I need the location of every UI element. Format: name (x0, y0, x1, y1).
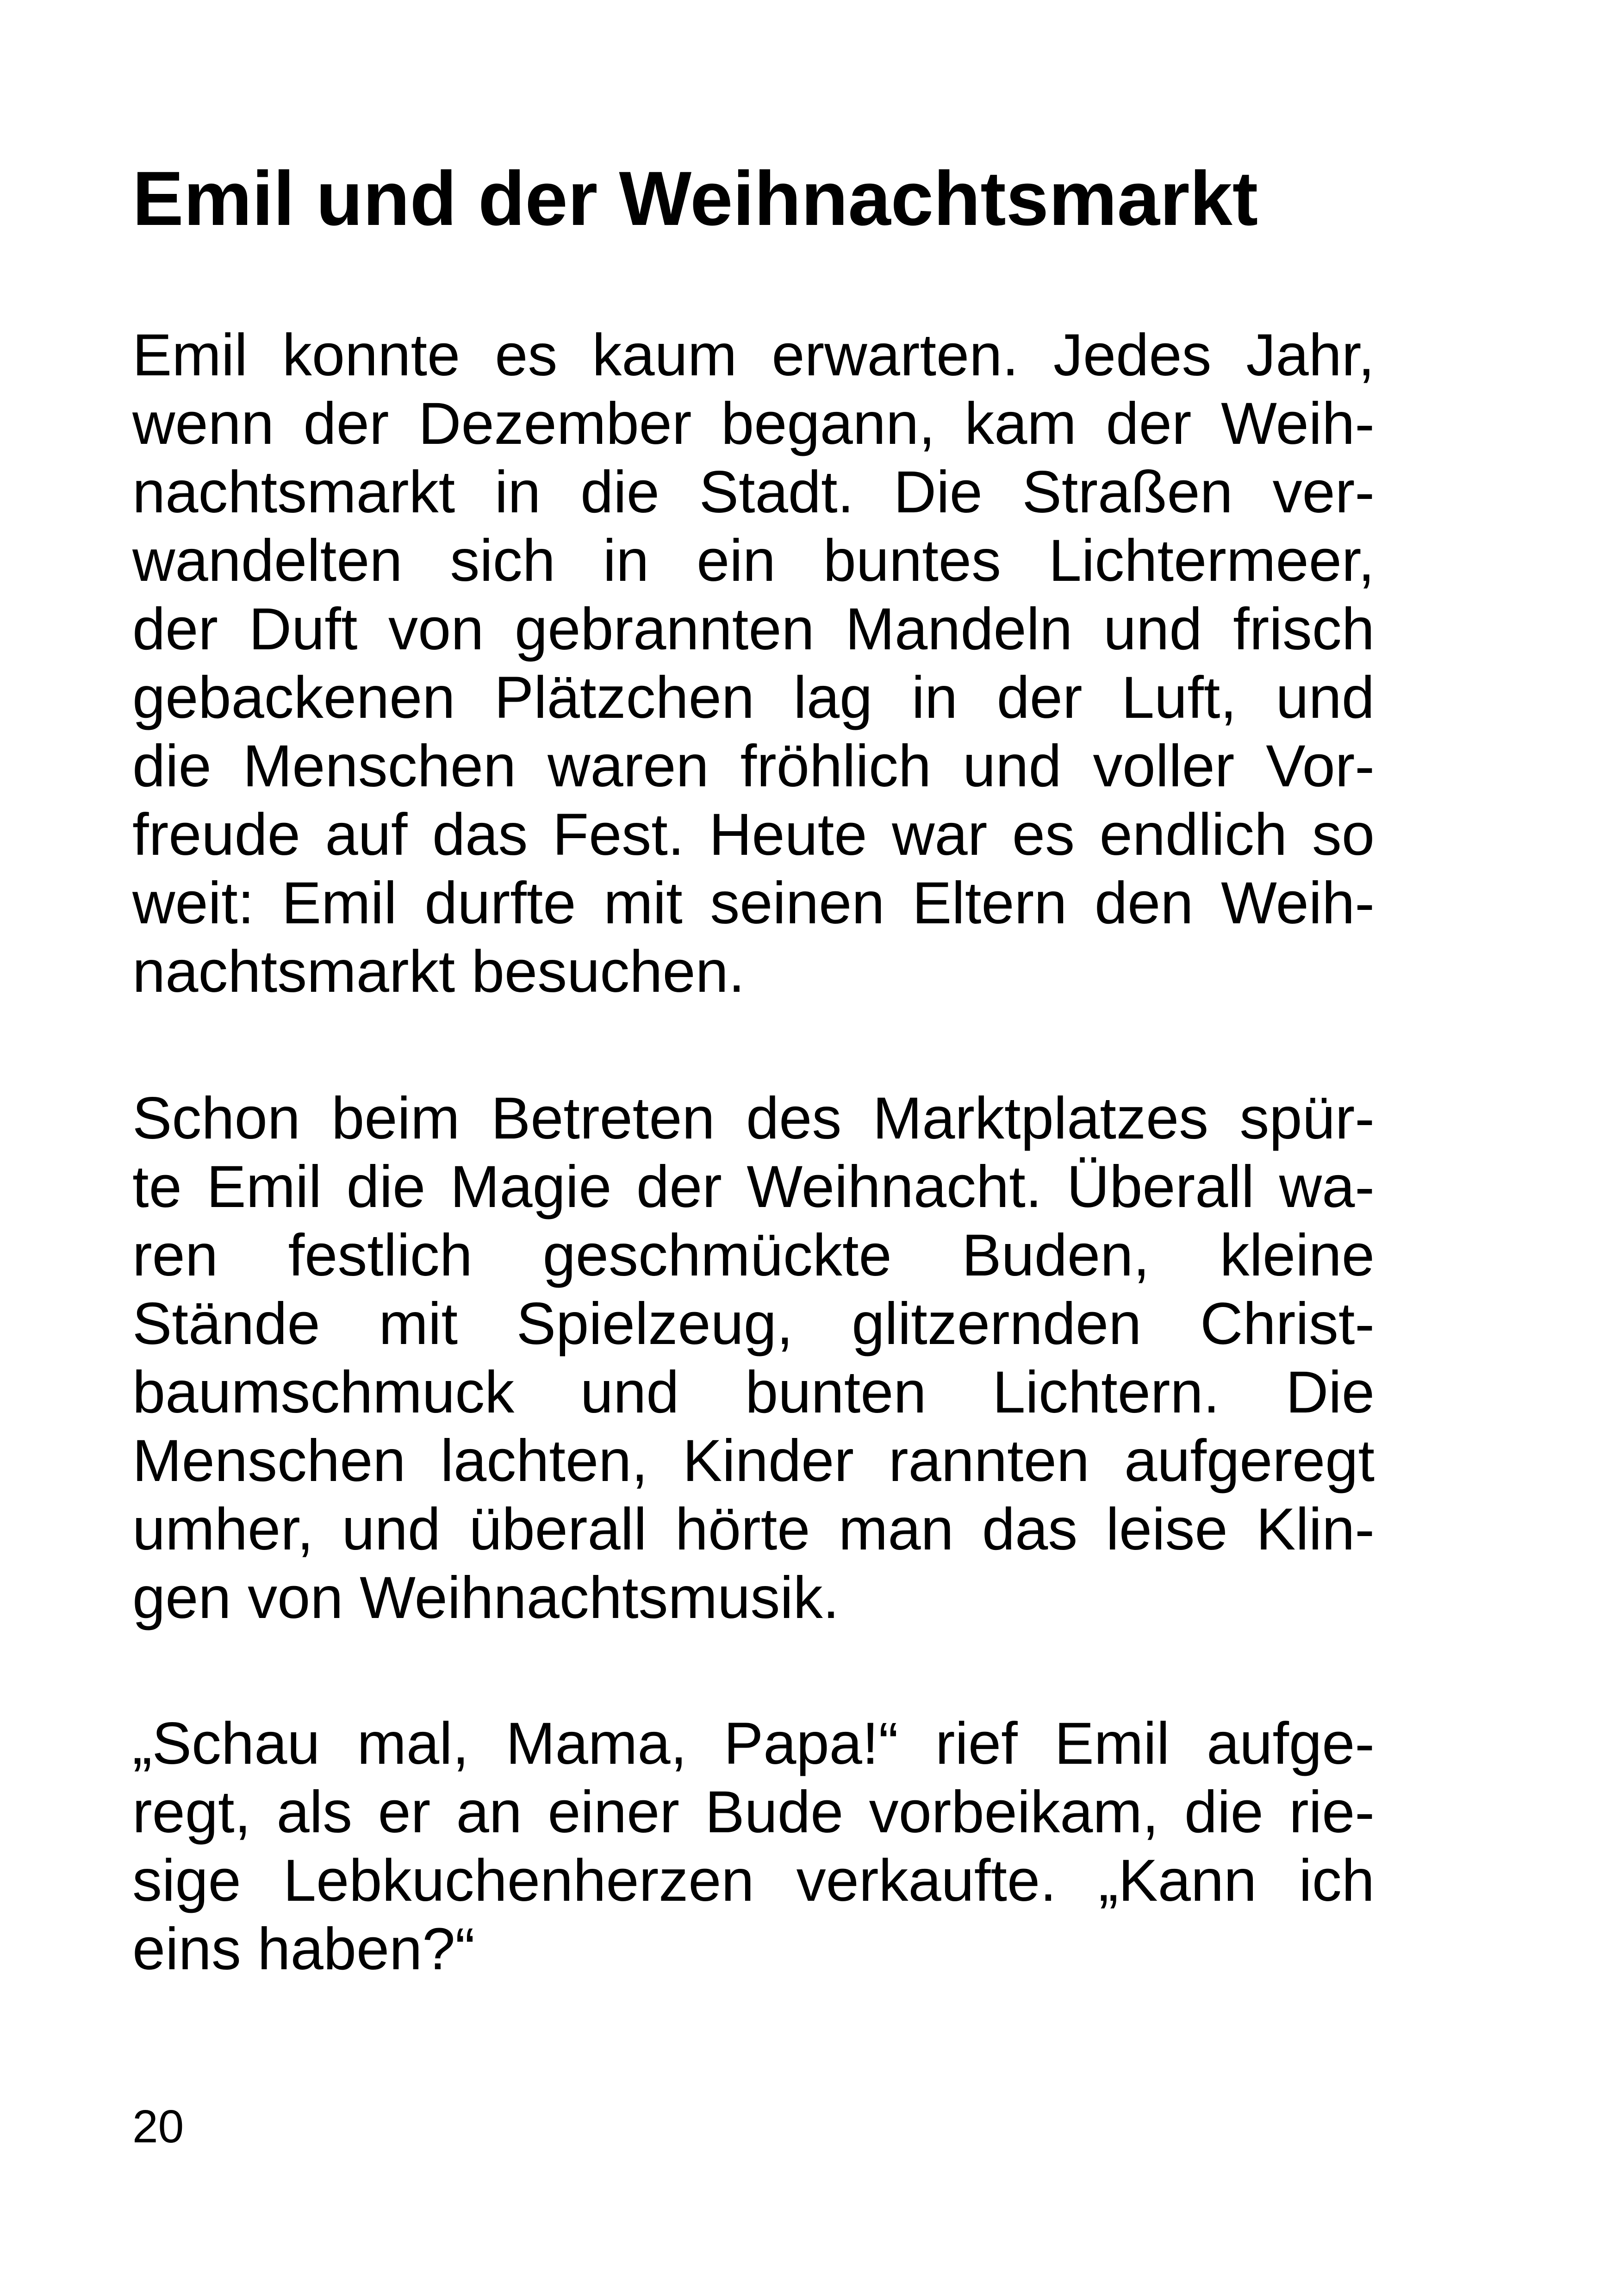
text-line: die Menschen waren fröhlich und voller Vor- (132, 733, 1375, 799)
text-line: Menschen lachten, Kinder rannten aufgeregt (132, 1428, 1375, 1494)
paragraph-2 (132, 1084, 1375, 1632)
page-number: 20 (132, 2101, 184, 2153)
text-line: regt, als er an einer Bude vorbeikam, die rie- (132, 1779, 1375, 1845)
text-line: nachtsmarkt besuchen. (132, 939, 745, 1005)
text-line: te Emil die Magie der Weihnacht. Überall wa- (132, 1154, 1375, 1220)
text-line: ren festlich geschmückte Buden, kleine (132, 1222, 1375, 1288)
text-line: nachtsmarkt in die Stadt. Die Straßen ver- (132, 459, 1375, 525)
text-line: wandelten sich in ein buntes Lichtermeer, (132, 528, 1375, 594)
text-line: freude auf das Fest. Heute war es endlich so (132, 802, 1375, 868)
paragraph-1 (132, 321, 1375, 1006)
text-line: sige Lebkuchenherzen verkaufte. „Kann ich (132, 1848, 1375, 1914)
text-line: Schon beim Betreten des Marktplatzes spür- (132, 1085, 1375, 1151)
chapter-title: Emil und der Weihnachtsmarkt (132, 156, 1258, 242)
text-line: „Schau mal, Mama, Papa!“ rief Emil aufge- (132, 1711, 1375, 1777)
text-line: baumschmuck und bunten Lichtern. Die (132, 1359, 1375, 1425)
text-line: eins haben?“ (132, 1916, 475, 1982)
text-line: Stände mit Spielzeug, glitzernden Christ- (132, 1291, 1375, 1357)
text-line: der Duft von gebrannten Mandeln und frisch (132, 596, 1375, 662)
text-line: wenn der Dezember begann, kam der Weih- (132, 391, 1375, 457)
text-line: umher, und überall hörte man das leise Klin- (132, 1496, 1375, 1562)
paragraph-3 (132, 1710, 1375, 1984)
text-line: Emil konnte es kaum erwarten. Jedes Jahr, (132, 322, 1375, 388)
text-line: gen von Weihnachtsmusik. (132, 1565, 840, 1631)
text-line: weit: Emil durfte mit seinen Eltern den Weih- (132, 870, 1375, 936)
text-line: gebackenen Plätzchen lag in der Luft, und (132, 665, 1375, 731)
